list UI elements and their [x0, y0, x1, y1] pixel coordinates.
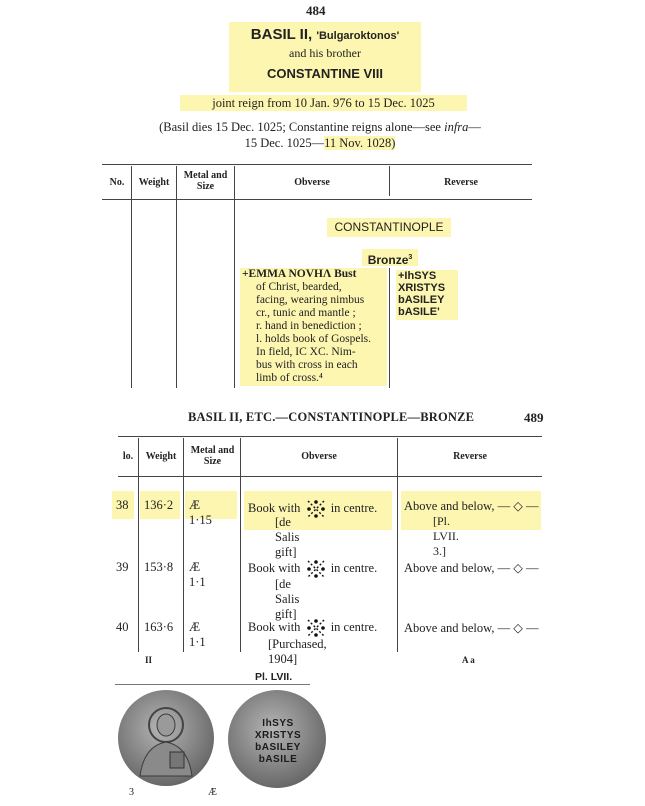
christ-bust-icon	[118, 690, 214, 786]
reign-note-a: (Basil dies 15 Dec. 1025; Constantine reigns alone—see	[159, 120, 441, 134]
plate-coin-number: 3	[129, 787, 134, 798]
reign-note-c: —	[468, 120, 481, 134]
signature-mark-right: A a	[462, 655, 475, 665]
table1-header-no: No.	[109, 177, 125, 188]
coin-reverse-legend	[244, 718, 312, 766]
cross-dots-icon	[305, 558, 327, 580]
row-reverse: Above and below, — ◇ —	[404, 621, 539, 635]
row-obverse-end: in centre.	[330, 500, 378, 515]
table1-col-rule	[389, 268, 390, 388]
row-obverse	[248, 617, 377, 639]
obverse-line: +EMMA NOVHΛ Bust	[242, 268, 357, 280]
table2-header-rule	[118, 476, 542, 477]
cross-dots-icon	[305, 617, 327, 639]
row-obverse-end: in centre.	[330, 619, 378, 634]
row-obverse	[248, 498, 377, 520]
row-number: 40	[116, 620, 129, 634]
plate-rule	[115, 684, 310, 685]
table1-col-rule	[234, 166, 235, 388]
row-provenance: [Purchased, 1904]	[268, 637, 327, 666]
table2-header-metal: Metal and Size	[190, 445, 235, 467]
row-weight: 153·8	[144, 560, 174, 574]
row-number: 39	[116, 560, 129, 574]
obverse-description	[240, 268, 387, 386]
table2-col-rule	[240, 438, 241, 652]
metal-heading-text: Bronze	[367, 253, 409, 267]
row-metal: Æ 1·1	[189, 560, 206, 589]
plate-metal-mark: Æ	[208, 787, 217, 798]
reign-dates: joint reign from 10 Jan. 976 to 15 Dec. 1025	[180, 95, 467, 111]
table2-col-rule	[183, 438, 184, 652]
title-epithet: 'Bulgaroktonos'	[316, 30, 400, 42]
coin-legend-line: bASILE	[258, 754, 298, 765]
plate-label: Pl. LVII.	[255, 671, 293, 683]
coin-legend-line: bASILEY	[255, 742, 301, 753]
obverse-line: of Christ, bearded,	[256, 281, 342, 293]
obverse-line: bus with cross in each	[256, 359, 358, 371]
page-number-bottom: 489	[524, 410, 544, 425]
obverse-line: limb of cross.⁴	[256, 372, 323, 384]
signature-mark-left: II	[145, 655, 153, 665]
title-block	[229, 22, 421, 92]
obverse-line: In field, IC XC. Nim-	[256, 346, 356, 358]
row-obverse	[248, 558, 377, 580]
row-obverse-end: in centre.	[330, 560, 378, 575]
table1-header-metal: Metal and Size	[183, 170, 228, 192]
row-provenance: [de Salis gift]	[275, 515, 300, 559]
mint-heading: CONSTANTINOPLE	[327, 218, 451, 237]
coin-obverse-image	[118, 690, 214, 786]
table1-top-rule	[102, 164, 532, 165]
running-head: BASIL II, ETC.—CONSTANTINOPLE—BRONZE	[188, 410, 475, 424]
reverse-line: XRISTYS	[398, 282, 446, 294]
reign-note-b: infra	[444, 120, 469, 134]
row-obverse-text: Book with	[248, 560, 301, 575]
table2-top-rule	[118, 436, 542, 437]
row-number: 38	[116, 498, 129, 512]
row-weight: 136·2	[144, 498, 174, 512]
table2-col-rule	[397, 438, 398, 652]
title-constantine: CONSTANTINE VIII	[266, 66, 384, 81]
row-plate-ref: [Pl. LVII. 3.]	[433, 514, 459, 558]
row-reverse: Above and below, — ◇ —	[404, 499, 539, 513]
row-provenance: [de Salis gift]	[275, 577, 300, 621]
table1-col-rule	[389, 166, 390, 196]
table1-header-obverse: Obverse	[294, 177, 330, 188]
table2-col-rule	[138, 438, 139, 652]
reign-note-e: 11 Nov. 1028)	[324, 136, 396, 150]
reverse-legend	[396, 270, 458, 320]
coin-legend-line: XRISTYS	[254, 730, 302, 741]
cross-dots-icon	[305, 498, 327, 520]
row-obverse-text: Book with	[248, 619, 301, 634]
title-subtitle: and his brother	[289, 46, 361, 60]
table2-header-reverse: Reverse	[453, 451, 487, 462]
table1-header-reverse: Reverse	[444, 177, 478, 188]
table2-header-weight: Weight	[145, 451, 177, 462]
row-metal: Æ 1·1	[189, 620, 206, 649]
table1-header-weight: Weight	[138, 177, 170, 188]
obverse-line: l. holds book of Gospels.	[256, 333, 371, 345]
reverse-line: bASILEY	[398, 294, 445, 306]
row-weight: 163·6	[144, 620, 174, 634]
obverse-line: cr., tunic and mantle ;	[256, 307, 356, 319]
obverse-line: facing, wearing nimbus	[256, 294, 365, 306]
metal-heading	[362, 249, 418, 266]
coin-legend-line: IhSYS	[262, 718, 294, 729]
obverse-line: r. hand in benediction ;	[256, 320, 362, 332]
title-name: BASIL II,	[250, 26, 313, 43]
page-number-top: 484	[306, 3, 326, 18]
reverse-line: bASILE'	[398, 306, 440, 318]
table2-header-obverse: Obverse	[301, 451, 337, 462]
reign-note	[120, 119, 520, 151]
table1-col-rule	[176, 166, 177, 388]
metal-heading-note: 3	[408, 254, 413, 261]
table2-header-no: lo.	[122, 451, 134, 462]
reverse-line: +IhSYS	[398, 270, 437, 282]
reign-note-d: 15 Dec. 1025—	[244, 136, 325, 150]
row-metal: Æ 1·15	[189, 498, 212, 527]
row-obverse-text: Book with	[248, 500, 301, 515]
row-reverse: Above and below, — ◇ —	[404, 561, 539, 575]
table1-col-rule	[131, 166, 132, 388]
table1-header-rule	[102, 199, 532, 200]
